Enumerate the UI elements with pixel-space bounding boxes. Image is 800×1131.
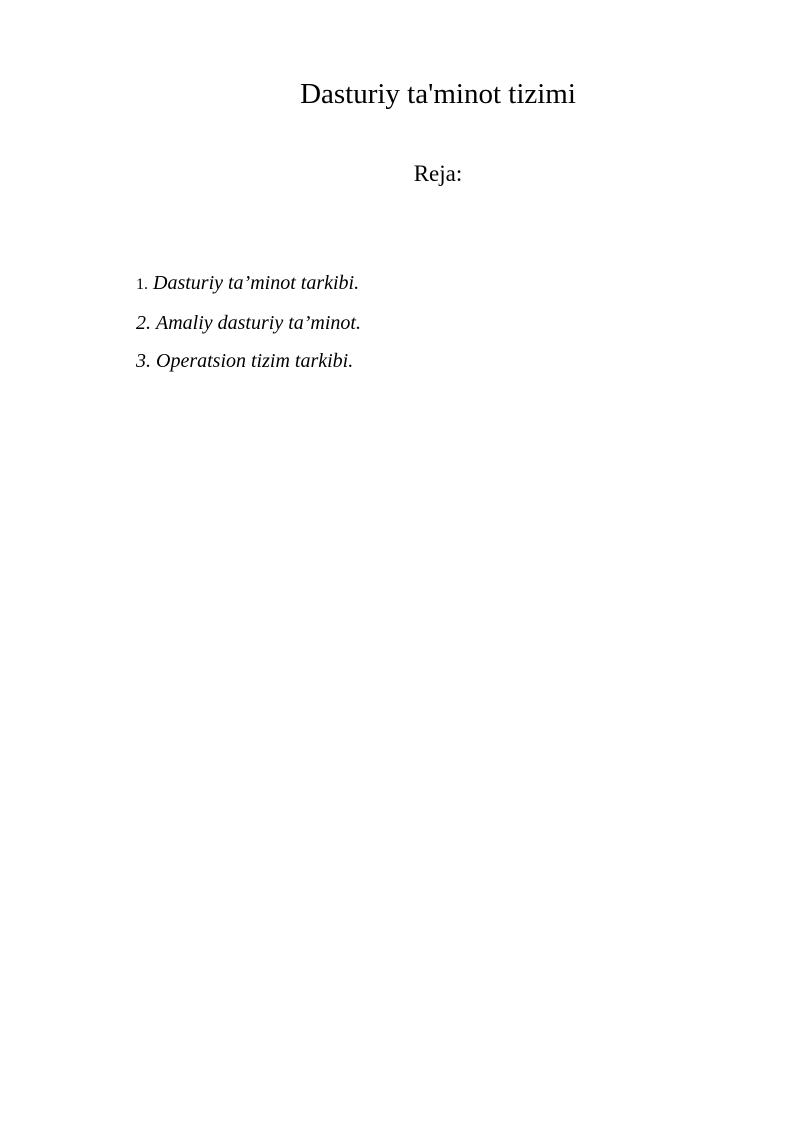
plan-item-text: Dasturiy ta’minot tarkibi. — [153, 272, 360, 294]
plan-item-2 — [136, 304, 361, 342]
plan-item-number: 3. — [136, 350, 151, 372]
plan-item-text: Operatsion tizim tarkibi. — [156, 350, 354, 372]
plan-item-text: Amaliy dasturiy ta’minot. — [156, 312, 361, 334]
plan-item-3 — [136, 342, 361, 380]
plan-item-1 — [136, 264, 361, 304]
plan-heading: Reja: — [413, 161, 463, 186]
plan-list — [136, 264, 361, 380]
plan-item-number: 1. — [136, 276, 148, 293]
plan-item-number: 2. — [136, 312, 151, 334]
document-title: Dasturiy ta'minot tizimi — [300, 78, 576, 110]
